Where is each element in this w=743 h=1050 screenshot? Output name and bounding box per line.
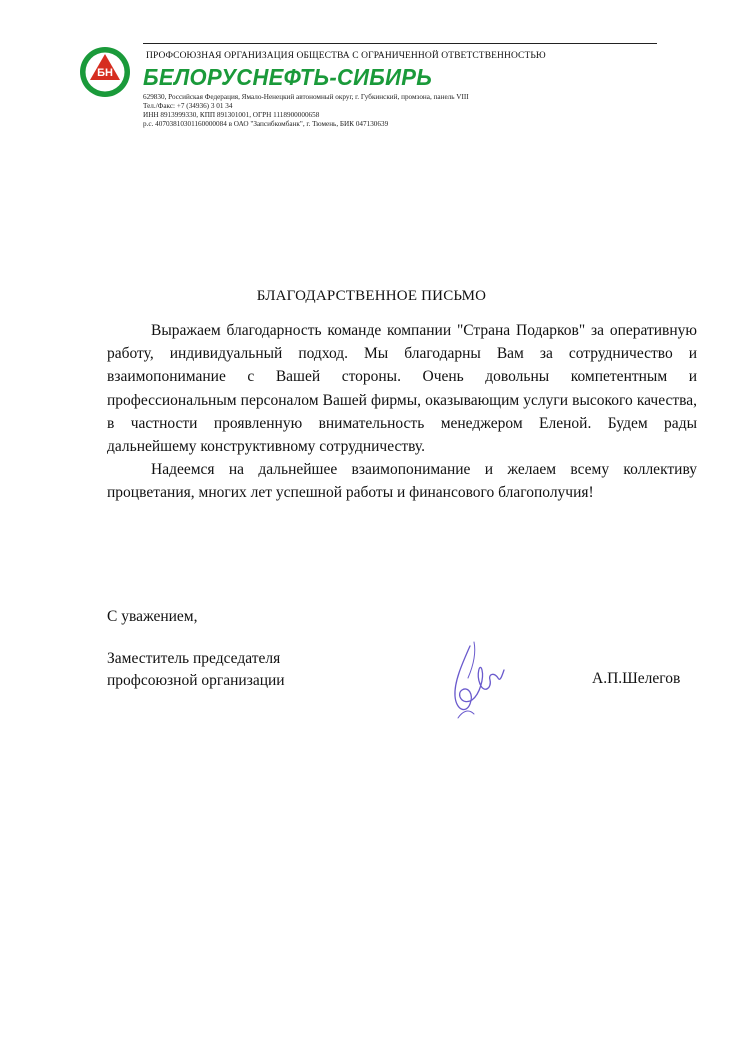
company-brand-name: БЕЛОРУСНЕФТЬ-СИБИРЬ	[143, 64, 433, 91]
letter-body	[107, 319, 697, 505]
bank-details-line: р.с. 40703810301160000084 в ОАО "Запсибкомбанк", г. Тюмень, БИК 047130639	[143, 120, 389, 128]
org-type-line: ПРОФСОЮЗНАЯ ОРГАНИЗАЦИЯ ОБЩЕСТВА С ОГРАНИЧЕННОЙ ОТВЕТСТВЕННОСТЬЮ	[146, 51, 546, 61]
signer-title	[107, 648, 285, 692]
closing-phrase: С уважением,	[107, 608, 198, 625]
company-logo-icon	[79, 46, 131, 98]
handwritten-signature	[440, 634, 520, 729]
body-paragraph-2: Надеемся на дальнейшее взаимопонимание и желаем всему коллективу процветания, многих лет успешной работы и финансового благополучия!	[107, 461, 697, 502]
phone-line: Тел./Факс: +7 (34936) 3 01 34	[143, 102, 233, 110]
signer-name: А.П.Шелегов	[592, 670, 681, 687]
registration-line: ИНН 8913999330, КПП 891301001, ОГРН 1118900000658	[143, 111, 320, 119]
signer-title-line-1: Заместитель председателя	[107, 650, 281, 667]
body-paragraph-1: Выражаем благодарность команде компании "Страна Подарков" за оперативную работу, индивидуальный подход. Мы благодарны Вам за сотрудничество и взаимопонимание с Вашей стороны. Очень довольны компетентным и профессиональным персоналом Вашей фирмы, оказывающим услуги высокого качества, в частности проявленную внимательность менеджером Еленой. Будем рады дальнейшему конструктивному сотрудничеству.	[107, 322, 697, 456]
letter-title: БЛАГОДАРСТВЕННОЕ ПИСЬМО	[256, 288, 487, 304]
svg-text:БН: БН	[97, 67, 113, 79]
address-line: 629830, Российская Федерация, Ямало-Ненецкий автономный округ, г. Губкинский, промзона, панель VIII	[143, 93, 469, 101]
signer-title-line-2: профсоюзной организации	[107, 672, 285, 689]
header-rule	[143, 43, 657, 44]
